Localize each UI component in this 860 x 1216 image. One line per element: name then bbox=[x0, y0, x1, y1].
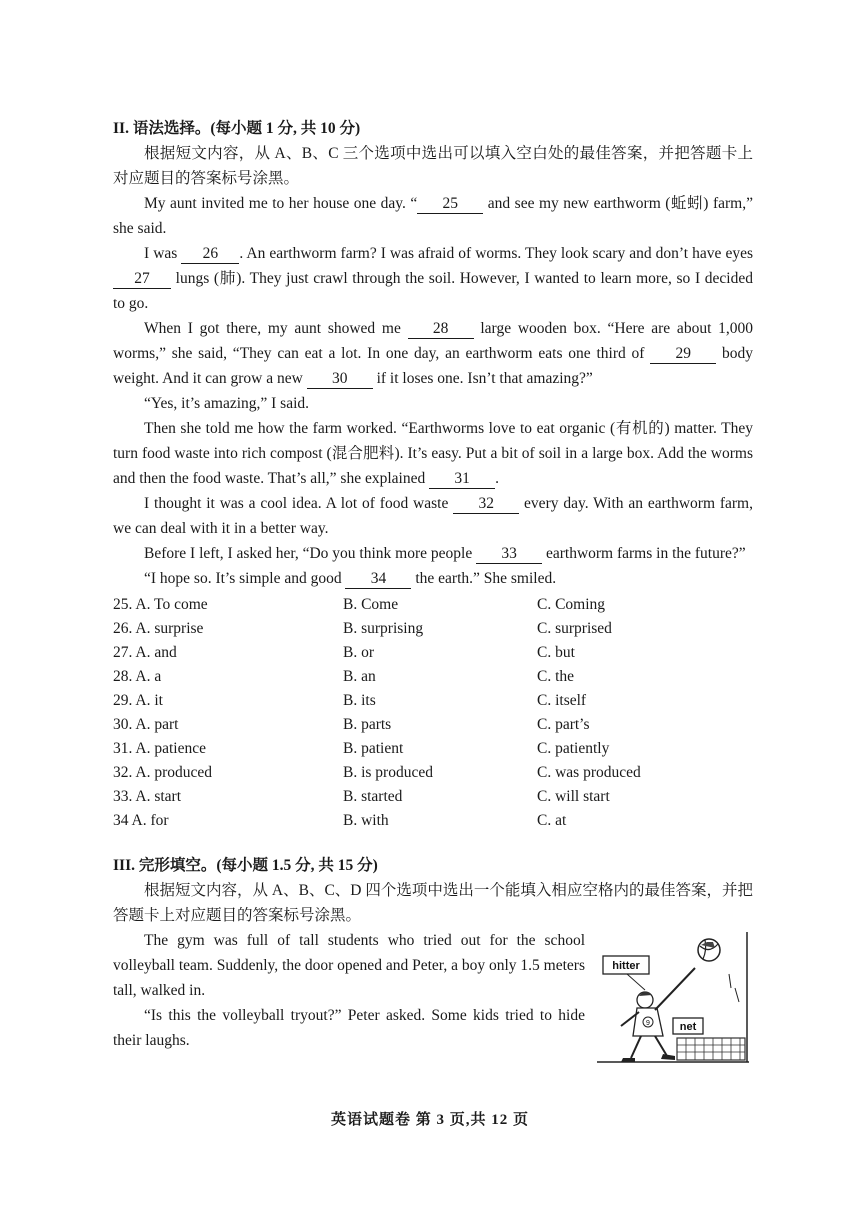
section-3-instruction: 根据短文内容，从 A、B、C、D 四个选项中选出一个能填入相应空格内的最佳答案，并把答题卡上对应题目的答案标号涂黑。 bbox=[113, 882, 753, 924]
blank-27: 27 bbox=[113, 270, 171, 289]
option-a: 32. A. produced bbox=[113, 764, 213, 781]
option-row-32 bbox=[113, 761, 753, 785]
cloze-paragraph-2: “Is this the volleyball tryout?” Peter asked. Some kids tried to hide their laughs. bbox=[113, 1007, 585, 1049]
passage-paragraph-3: When I got there, my aunt showed me 28 large wooden box. “Here are about 1,000 worms,” she said, “They can eat a lot. In one day, an earthworm eats one third of 29 body weight. And it can grow a new 30 if it loses one. Isn’t that amazing?” bbox=[113, 320, 754, 387]
option-c: C. itself bbox=[537, 692, 587, 709]
section-2-title: II. 语法选择。(每小题 1 分, 共 10 分) bbox=[113, 120, 361, 137]
option-c: C. part’s bbox=[537, 716, 590, 733]
option-b: B. parts bbox=[343, 716, 392, 733]
option-b: B. is produced bbox=[343, 764, 433, 781]
blank-26: 26 bbox=[181, 245, 239, 264]
option-b: B. its bbox=[343, 692, 376, 709]
section-2-instruction: 根据短文内容，从 A、B、C 三个选项中选出可以填入空白处的最佳答案，并把答题卡上对应题目的答案标号涂黑。 bbox=[113, 145, 753, 187]
page-footer: 英语试题卷 第 3 页,共 12 页 bbox=[330, 1112, 529, 1128]
option-a: 26. A. surprise bbox=[113, 620, 204, 637]
option-a: 29. A. it bbox=[113, 692, 163, 709]
option-c: C. at bbox=[537, 812, 567, 829]
net-graphic bbox=[677, 1038, 745, 1060]
net-label: net bbox=[679, 1021, 697, 1033]
option-row-30 bbox=[113, 713, 753, 737]
option-c: C. surprised bbox=[537, 620, 612, 637]
option-a: 34 A. for bbox=[113, 812, 169, 829]
exam-page bbox=[113, 116, 753, 1053]
blank-34: 34 bbox=[345, 570, 411, 589]
option-c: C. will start bbox=[537, 788, 610, 805]
blank-29: 29 bbox=[650, 345, 716, 364]
option-c: C. the bbox=[537, 668, 575, 685]
answer-options bbox=[113, 593, 753, 833]
option-c: C. but bbox=[537, 644, 575, 661]
option-a: 25. A. To come bbox=[113, 596, 208, 613]
option-row-31 bbox=[113, 737, 753, 761]
passage-paragraph-4: “Yes, it’s amazing,” I said. bbox=[144, 395, 310, 412]
option-a: 30. A. part bbox=[113, 716, 179, 733]
passage-paragraph-8: “I hope so. It’s simple and good 34 the earth.” She smiled. bbox=[144, 570, 557, 587]
option-a: 27. A. and bbox=[113, 644, 177, 661]
blank-32: 32 bbox=[453, 495, 519, 514]
option-c: C. Coming bbox=[537, 596, 606, 613]
option-b: B. started bbox=[343, 788, 403, 805]
passage-paragraph-7: Before I left, I asked her, “Do you think more people 33 earthworm farms in the future?” bbox=[144, 545, 746, 562]
option-b: B. patient bbox=[343, 740, 404, 757]
option-b: B. or bbox=[343, 644, 374, 661]
passage-paragraph-2: I was 26 . An earthworm farm? I was afraid of worms. They look scary and don’t have eyes 27 lungs (肺). They just crawl through the soil. However, I wanted to learn more, so I decided to go. bbox=[113, 245, 753, 312]
player-figure bbox=[621, 968, 695, 1062]
option-row-25 bbox=[113, 593, 753, 617]
option-b: B. with bbox=[343, 812, 389, 829]
volleyball-icon bbox=[698, 939, 720, 961]
blank-30: 30 bbox=[307, 370, 373, 389]
option-c: C. was produced bbox=[537, 764, 641, 781]
section-3-title: III. 完形填空。(每小题 1.5 分, 共 15 分) bbox=[113, 857, 378, 874]
option-a: 31. A. patience bbox=[113, 740, 206, 757]
hitter-label: hitter bbox=[612, 960, 640, 972]
passage-paragraph-5: Then she told me how the farm worked. “Earthworms love to eat organic (有机的) matter. They turn food waste into rich compost (混合肥料). It’s easy. Put a bit of soil in a large box. Add the worms and then the food waste. That’s all,” she explained 31 . bbox=[113, 420, 753, 487]
option-c: C. patiently bbox=[537, 740, 610, 757]
cloze-passage bbox=[113, 928, 753, 1053]
passage-paragraph-1: My aunt invited me to her house one day. “ 25 and see my new earthworm (蚯蚓) farm,” she said. bbox=[113, 195, 753, 237]
option-a: 28. A. a bbox=[113, 668, 162, 685]
blank-33: 33 bbox=[476, 545, 542, 564]
option-row-26 bbox=[113, 617, 753, 641]
volleyball-player-illustration bbox=[597, 928, 753, 1068]
option-row-28 bbox=[113, 665, 753, 689]
option-b: B. an bbox=[343, 668, 376, 685]
jersey-number: 9 bbox=[646, 1020, 650, 1027]
option-b: B. surprising bbox=[343, 620, 424, 637]
passage-paragraph-6: I thought it was a cool idea. A lot of food waste 32 every day. With an earthworm farm, we can deal with it in a better way. bbox=[113, 495, 753, 537]
option-row-34 bbox=[113, 809, 753, 833]
option-row-27 bbox=[113, 641, 753, 665]
option-a: 33. A. start bbox=[113, 788, 182, 805]
option-b: B. Come bbox=[343, 596, 399, 613]
option-row-29 bbox=[113, 689, 753, 713]
blank-28: 28 bbox=[408, 320, 474, 339]
blank-25: 25 bbox=[417, 195, 483, 214]
blank-31: 31 bbox=[429, 470, 495, 489]
cloze-paragraph-1: The gym was full of tall students who tried out for the school volleyball team. Suddenly, the door opened and Peter, a boy only 1.5 meters tall, walked in. bbox=[113, 932, 585, 999]
section-3 bbox=[113, 853, 753, 1053]
option-row-33 bbox=[113, 785, 753, 809]
